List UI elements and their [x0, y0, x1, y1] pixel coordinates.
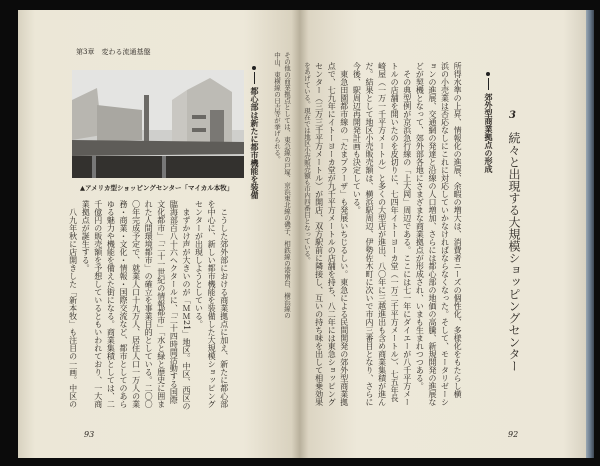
page-number: 93 — [84, 430, 95, 439]
chapter-section-title: 続々と出現する大規模ショッピングセンター — [507, 132, 521, 372]
text-line: どが契機となって、郊外部各地にさまざまな商業拠点が形成され、いまも生まれつつある。 — [415, 62, 425, 390]
right-body-text — [302, 62, 463, 406]
text-line: 千億円の販売額を予想しているともいわれており、一大商 — [93, 200, 103, 408]
running-head: 第3章 変わる流通基盤 — [76, 48, 151, 56]
section-heading-text: 郊外型商業拠点の形成 — [484, 93, 493, 173]
photo-caption: ▲アメリカ型ショッピングセンター「マイカル本牧」 — [80, 184, 234, 192]
text-line: こうした郊外部における商業拠点に加え、新たに都心部 — [219, 200, 229, 408]
bullet-icon — [252, 66, 256, 70]
text-line: れた人間環境都市」の確立を事業目的としている。二〇〇 — [144, 200, 154, 408]
dash-rule — [254, 72, 255, 84]
section-heading-text: 都心部は新たに都市機能を装備 — [250, 87, 259, 199]
text-line: を中心に、新しい都市機能を装備した大規模ショッピング — [207, 200, 217, 408]
bullet-icon — [486, 72, 490, 76]
section-number: 3 — [509, 110, 516, 121]
carryover-text — [272, 52, 292, 319]
text-line: 〇年完成予定で、就業人口十九万人、居住人口一万人の業 — [131, 200, 141, 408]
text-line: 業拠点が誕生する。 — [81, 200, 91, 272]
text-line: 務・商業・文化・情報・国際交流など、都市としてのあら — [118, 200, 128, 408]
text-line: 崎屋（一万一千平方メートル）と多くの大型店が進出、八〇年に三越進出も含め商業集積が進ん — [377, 62, 387, 406]
text-line: 東急田園都市線の「たまプラーザ」も発展いちじるしい。東急による民間開発の郊外型商業拠 — [339, 62, 349, 406]
text-line: トルの店舗を開いたのを皮切りに、七四年イトーヨーカ堂（一万二千平方メートル）、七五年長 — [390, 62, 400, 402]
text-line: ゆる魅力や機能を備えた街になる。商業集積としては、二 — [106, 200, 116, 408]
text-line: 今後、駅周辺再開発計画も決定している。 — [352, 62, 362, 214]
text-line: 所得水準の上昇、情報化の進展、余暇の増大は、消費者ニーズの個性化、多様化をもたらし横 — [453, 62, 463, 398]
text-line: 中山、東横線の日吉等が挙げられる。 — [273, 52, 281, 163]
text-line: をあげている。現在では地区小売販売額も市内四番目となっている。 — [303, 62, 311, 264]
text-line: ョンの進展、交通網の発達と沿線の人口増加、さらには都心部の地価の高騰、新規開発の進展な — [427, 62, 437, 406]
section-heading-right — [483, 72, 494, 173]
photo-mycal-honmoku — [72, 70, 244, 178]
text-line: 点で、七九年にイトーヨーカ堂が九千平方メートルの店舗を持ち、八二年には東急ショッピング — [327, 62, 337, 406]
text-line: 臨海部百八十六ヘクタールに、「二十四時間活動する国際 — [169, 200, 179, 404]
right-page — [300, 10, 586, 458]
left-body-text — [66, 200, 230, 416]
dash-rule — [488, 78, 489, 90]
text-line: その他の商業拠点としては、東急線の戸塚、京浜東北線の磯子、相鉄線の港南台、横浜線の — [283, 52, 291, 319]
text-line: だ。結果として地区小売販売額は、横浜駅周辺、伊勢佐木町に次いで市内三番目となり、さらに — [364, 62, 374, 406]
text-line: センター（三万三千平方メートル）が開店、双方駅前に隣接し、互いの持ち味を出して相乗効果 — [314, 62, 324, 406]
text-line: 文化都市」「二十一世紀の情報都市」「水と緑と歴史に囲ま — [156, 200, 166, 408]
text-line: その典型例が京浜急行線の「上大岡」周辺である。ここには七一年にダイエーが八千平方メー — [402, 62, 412, 406]
page-number: 92 — [508, 430, 519, 439]
section-heading-left — [249, 66, 260, 199]
left-page — [18, 10, 300, 458]
text-line: 八九年秋に店開きした「新本牧」も注目の一画。中区の — [68, 200, 78, 408]
page-edge — [586, 10, 594, 458]
text-line: センターが出現しようとしている。 — [194, 200, 204, 328]
text-line: まずかけ声が大きいのが「ＭＭ21」地区。中区、西区の — [181, 200, 191, 411]
text-line: 浜の小売業は否応なしにこれに対応していかなければならなくなった。そして、モータリゼーシ — [440, 62, 450, 406]
